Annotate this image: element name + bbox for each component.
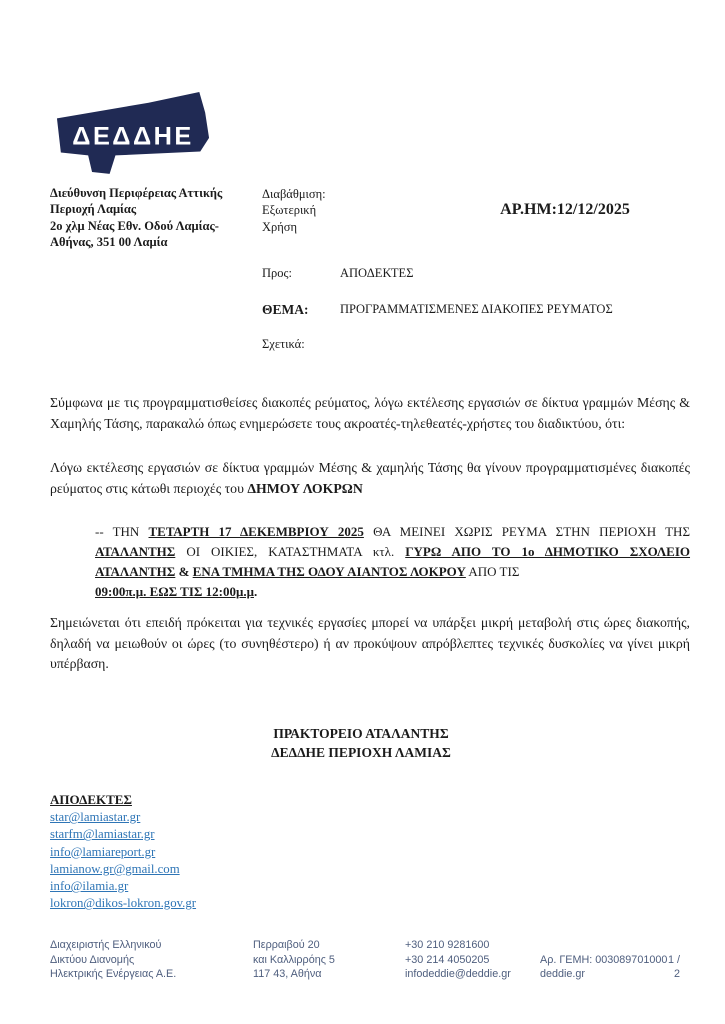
- outage-announcement-paragraph: [50, 458, 690, 499]
- recipient-email-row: [50, 809, 196, 826]
- recipient-email-row: [50, 861, 196, 878]
- to-value: ΑΠΟΔΕΚΤΕΣ: [340, 266, 414, 280]
- footer-website: deddie.gr: [540, 968, 586, 981]
- page-number-total: 2: [673, 968, 680, 981]
- sender-line: Διεύθυνση Περιφέρειας Αττικής: [50, 186, 223, 200]
- classification-line: Χρήση: [262, 219, 298, 234]
- recipients-title: ΑΠΟΔΕΚΤΕΣ: [50, 792, 132, 807]
- outage-ampersand: &: [175, 564, 193, 579]
- footer-address-line: 117 43, Αθήνα: [253, 968, 322, 981]
- page-number-block: [638, 938, 680, 982]
- footer-email: infodeddie@deddie.gr: [405, 968, 511, 981]
- outage-prefix: -- ΤΗΝ: [95, 524, 149, 539]
- recipient-email-row: [50, 878, 196, 895]
- outage-period: .: [253, 584, 258, 599]
- protocol-number: ΑΡ.ΗΜ:12/12/2025: [500, 201, 630, 218]
- recipient-email-link[interactable]: star@lamiastar.gr: [50, 810, 141, 825]
- sender-address-block: [50, 185, 268, 251]
- subject-value: ΠΡΟΓΡΑΜΜΑΤΙΣΜΕΝΕΣ ΔΙΑΚΟΠΕΣ ΡΕΥΜΑΤΟΣ: [340, 302, 613, 316]
- footer-address-line: Περραιβού 20: [253, 939, 320, 951]
- outage-text: ΑΠΟ ΤΙΣ: [465, 564, 520, 579]
- classification-line: Εξωτερική: [262, 203, 317, 218]
- recipient-email-link[interactable]: info@lamiareport.gr: [50, 844, 156, 859]
- footer-contact-block: [405, 938, 545, 982]
- subject-row: [262, 302, 613, 318]
- footer-company-line: Δικτύου Διανομής: [50, 953, 135, 966]
- deddie-logo-shape: [55, 87, 211, 177]
- page-number-current: 1 /: [667, 953, 680, 966]
- footer-company-block: [50, 938, 220, 982]
- classification-block: [262, 186, 326, 235]
- to-row: [262, 266, 413, 281]
- outage-date: ΤΕΤΑΡΤΗ 17 ΔΕΚΕΜΒΡΙΟΥ 2025: [148, 524, 364, 539]
- sender-line: Αθήνας, 351 00 Λαμία: [50, 235, 168, 250]
- outage-location-2: ΕΝΑ ΤΜΗΜΑ ΤΗΣ ΟΔΟΥ ΑΙΑΝΤΟΣ ΛΟΚΡΟΥ: [192, 564, 466, 579]
- sender-line: Περιοχή Λαμίας: [50, 202, 137, 217]
- municipality-name: ΔΗΜΟΥ ΛΟΚΡΩΝ: [247, 480, 363, 496]
- recipients-block: [50, 791, 196, 912]
- classification-label: Διαβάθμιση:: [262, 187, 326, 201]
- recipient-email-link[interactable]: info@ilamia.gr: [50, 879, 129, 894]
- signature-block: [50, 724, 672, 762]
- outage-text: ΘΑ ΜΕΙΝΕΙ ΧΩΡΙΣ ΡΕΥΜΑ ΣΤΗΝ ΠΕΡΙΟΧΗ ΤΗΣ: [363, 524, 691, 539]
- footer-company-line: Ηλεκτρικής Ενέργειας Α.Ε.: [50, 968, 177, 981]
- recipient-email-row: [50, 826, 196, 843]
- sender-line: 2ο χλμ Νέας Εθν. Οδού Λαμίας-: [50, 218, 219, 233]
- footer-address-block: [253, 938, 393, 982]
- recipient-email-link[interactable]: lokron@dikos-lokron.gov.gr: [50, 896, 197, 911]
- logo-text: ΔΕΔΔΗΕ: [72, 122, 194, 151]
- footer-company-line: Διαχειριστής Ελληνικού: [50, 939, 162, 951]
- footer-phone: +30 214 4050205: [405, 953, 490, 966]
- announcement-text: Λόγω εκτέλεσης εργασιών σε δίκτυα γραμμών Μέσης & χαμηλής Τάσης θα γίνουν προγραμματισμένες διακοπές ρεύματος στις κάτωθι περιοχές του: [50, 460, 690, 496]
- outage-text: ΟΙ ΟΙΚΙΕΣ, ΚΑΤΑΣΤΗΜΑΤΑ κτλ.: [175, 544, 406, 559]
- footer-address-line: και Καλλιρρόης 5: [253, 953, 335, 966]
- intro-paragraph: Σύμφωνα με τις προγραμματισθείσες διακοπές ρεύματος, λόγω εκτέλεσης εργασιών σε δίκτυα γραμμών Μέσης & Χαμηλής Τάσης, παρακαλώ όπως ενημερώσετε τους ακροατές-τηλεθεατές-χρήστες του διαδικτύου, ότι:: [50, 395, 690, 431]
- signature-line: ΠΡΑΚΤΟΡΕΙΟ ΑΤΑΛΑΝΤΗΣ: [273, 726, 449, 741]
- outage-location-1: ΓΥΡΩ ΑΠΟ ΤΟ 1ο ΔΗΜΟΤΙΚΟ ΣΧΟΛΕΙΟ ΑΤΑΛΑΝΤΗΣ: [95, 544, 691, 579]
- related-row: [262, 337, 340, 352]
- signature-line: ΔΕΔΔΗΕ ΠΕΡΙΟΧΗ ΛΑΜΙΑΣ: [271, 745, 451, 760]
- subject-label: ΘΕΜΑ:: [262, 302, 309, 317]
- recipient-email-link[interactable]: lamianow.gr@gmail.com: [50, 861, 180, 876]
- deddie-logo: [55, 87, 211, 177]
- disclaimer-paragraph: Σημειώνεται ότι επειδή πρόκειται για τεχνικές εργασίες μπορεί να υπάρξει μικρή μεταβολή στις ώρες διακοπής, δηλαδή να μειωθούν οι ώρες (το συνηθέστερο) ή αν προκύψουν απρόβλεπτες τεχνικές δυσκολίες να γίνει μικρή υπέρβαση.: [50, 615, 690, 672]
- outage-area: ΑΤΑΛΑΝΤΗΣ: [95, 544, 176, 559]
- to-label: Προς:: [262, 266, 292, 280]
- related-label: Σχετικά:: [262, 337, 305, 351]
- outage-details-paragraph: [95, 522, 690, 602]
- recipient-email-link[interactable]: starfm@lamiastar.gr: [50, 827, 155, 842]
- recipient-email-row: [50, 895, 196, 912]
- footer-phone: +30 210 9281600: [405, 939, 490, 951]
- recipient-email-row: [50, 844, 196, 861]
- footer-registry-line: Αρ. ΓΕΜΗ: 003089701000: [540, 953, 668, 966]
- outage-hours: 09:00π.μ. ΕΩΣ ΤΙΣ 12:00μ.μ: [95, 584, 254, 599]
